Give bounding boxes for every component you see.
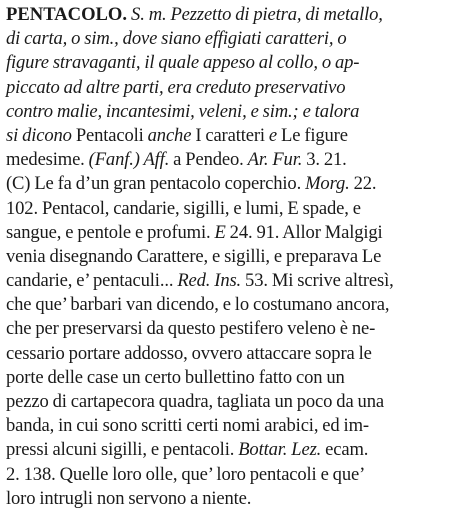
entry-line bbox=[6, 51, 466, 75]
italic-text: si dicono bbox=[6, 124, 76, 146]
italic-text: Ar. Fur. bbox=[247, 149, 303, 171]
entry-line bbox=[6, 197, 466, 221]
entry-line bbox=[6, 27, 466, 51]
entry-line bbox=[6, 172, 466, 196]
body-text: 53. Mi scrive altresì, bbox=[241, 270, 394, 292]
body-text: 3. 21. bbox=[302, 149, 347, 171]
body-text: Pentacoli bbox=[75, 124, 144, 146]
italic-text: Bottar. Lez. bbox=[238, 439, 322, 461]
italic-text: piccato ad altre parti, era creduto preservativo bbox=[6, 76, 346, 98]
body-text: medesime. bbox=[6, 149, 85, 171]
entry-line bbox=[6, 3, 466, 27]
body-text: venia disegnando Carattere, e sigilli, e preparava Le bbox=[6, 245, 382, 267]
body-text: Le figure bbox=[281, 124, 348, 146]
entry-line bbox=[6, 76, 466, 100]
entry-line bbox=[6, 463, 466, 487]
body-text: 22. bbox=[349, 173, 377, 195]
body-text: cessario portare addosso, ovvero attaccare sopra le bbox=[6, 342, 372, 364]
italic-text: di carta, o sim., dove siano effigiati caratteri, o bbox=[6, 28, 347, 50]
body-text: candarie, e’ pentaculi... bbox=[6, 270, 178, 292]
entry-line bbox=[6, 414, 466, 438]
entry-line bbox=[6, 317, 466, 341]
italic-text: anche bbox=[143, 124, 196, 146]
body-text: 2. 138. Quelle loro olle, que’ loro pentacoli e que’ bbox=[6, 463, 366, 485]
body-text: che que’ barbari van dicendo, e lo costumano ancora, bbox=[6, 294, 390, 316]
body-text: (C) Le fa d’un gran pentacolo coperchio. bbox=[6, 173, 306, 195]
body-text: 102. Pentacol, candarie, sigilli, e lumi, E spade, e bbox=[6, 197, 361, 219]
body-text: sangue, e pentole e profumi. bbox=[6, 221, 215, 243]
entry-line bbox=[6, 221, 466, 245]
italic-text: contro malie, incantesimi, veleni, e sim.; e talora bbox=[6, 100, 360, 122]
dictionary-entry bbox=[6, 3, 466, 511]
entry-line bbox=[6, 366, 466, 390]
entry-line bbox=[6, 124, 466, 148]
entry-line bbox=[6, 148, 466, 172]
body-text: ecam. bbox=[321, 439, 369, 461]
italic-text: figure stravaganti, il quale appeso al collo, o ap- bbox=[6, 52, 360, 74]
body-text: che per preservarsi da questo pestifero veleno è ne- bbox=[6, 318, 376, 340]
body-text: 24. 91. Allor Malgigi bbox=[225, 221, 383, 243]
italic-text: e bbox=[264, 124, 282, 146]
italic-text: Red. Ins. bbox=[177, 270, 242, 292]
body-text: pressi alcuni sigilli, e pentacoli. bbox=[6, 439, 239, 461]
body-text: banda, in cui sono scritti certi nomi arabici, ed im- bbox=[6, 415, 369, 437]
italic-text: S. m. Pezzetto di pietra, di metallo, bbox=[131, 4, 383, 25]
entry-line bbox=[6, 100, 466, 124]
headword: PENTACOLO. bbox=[6, 4, 128, 25]
entry-line bbox=[6, 293, 466, 317]
italic-text: E bbox=[214, 221, 226, 243]
entry-line bbox=[6, 245, 466, 269]
body-text: loro intrugli non servono a niente. bbox=[6, 487, 252, 509]
body-text: porte delle case un certo bullettino fatto con un bbox=[6, 366, 345, 388]
italic-text: Morg. bbox=[305, 173, 350, 195]
entry-line bbox=[6, 390, 466, 414]
italic-text: (Fanf.) Aff. bbox=[84, 149, 170, 171]
entry-line bbox=[6, 269, 466, 293]
entry-line bbox=[6, 342, 466, 366]
body-text: I caratteri bbox=[195, 124, 265, 146]
body-text: a Pendeo. bbox=[169, 149, 248, 171]
entry-line bbox=[6, 487, 466, 511]
entry-line bbox=[6, 438, 466, 462]
body-text: pezzo di cartapecora quadra, tagliata un poco da una bbox=[6, 391, 384, 412]
